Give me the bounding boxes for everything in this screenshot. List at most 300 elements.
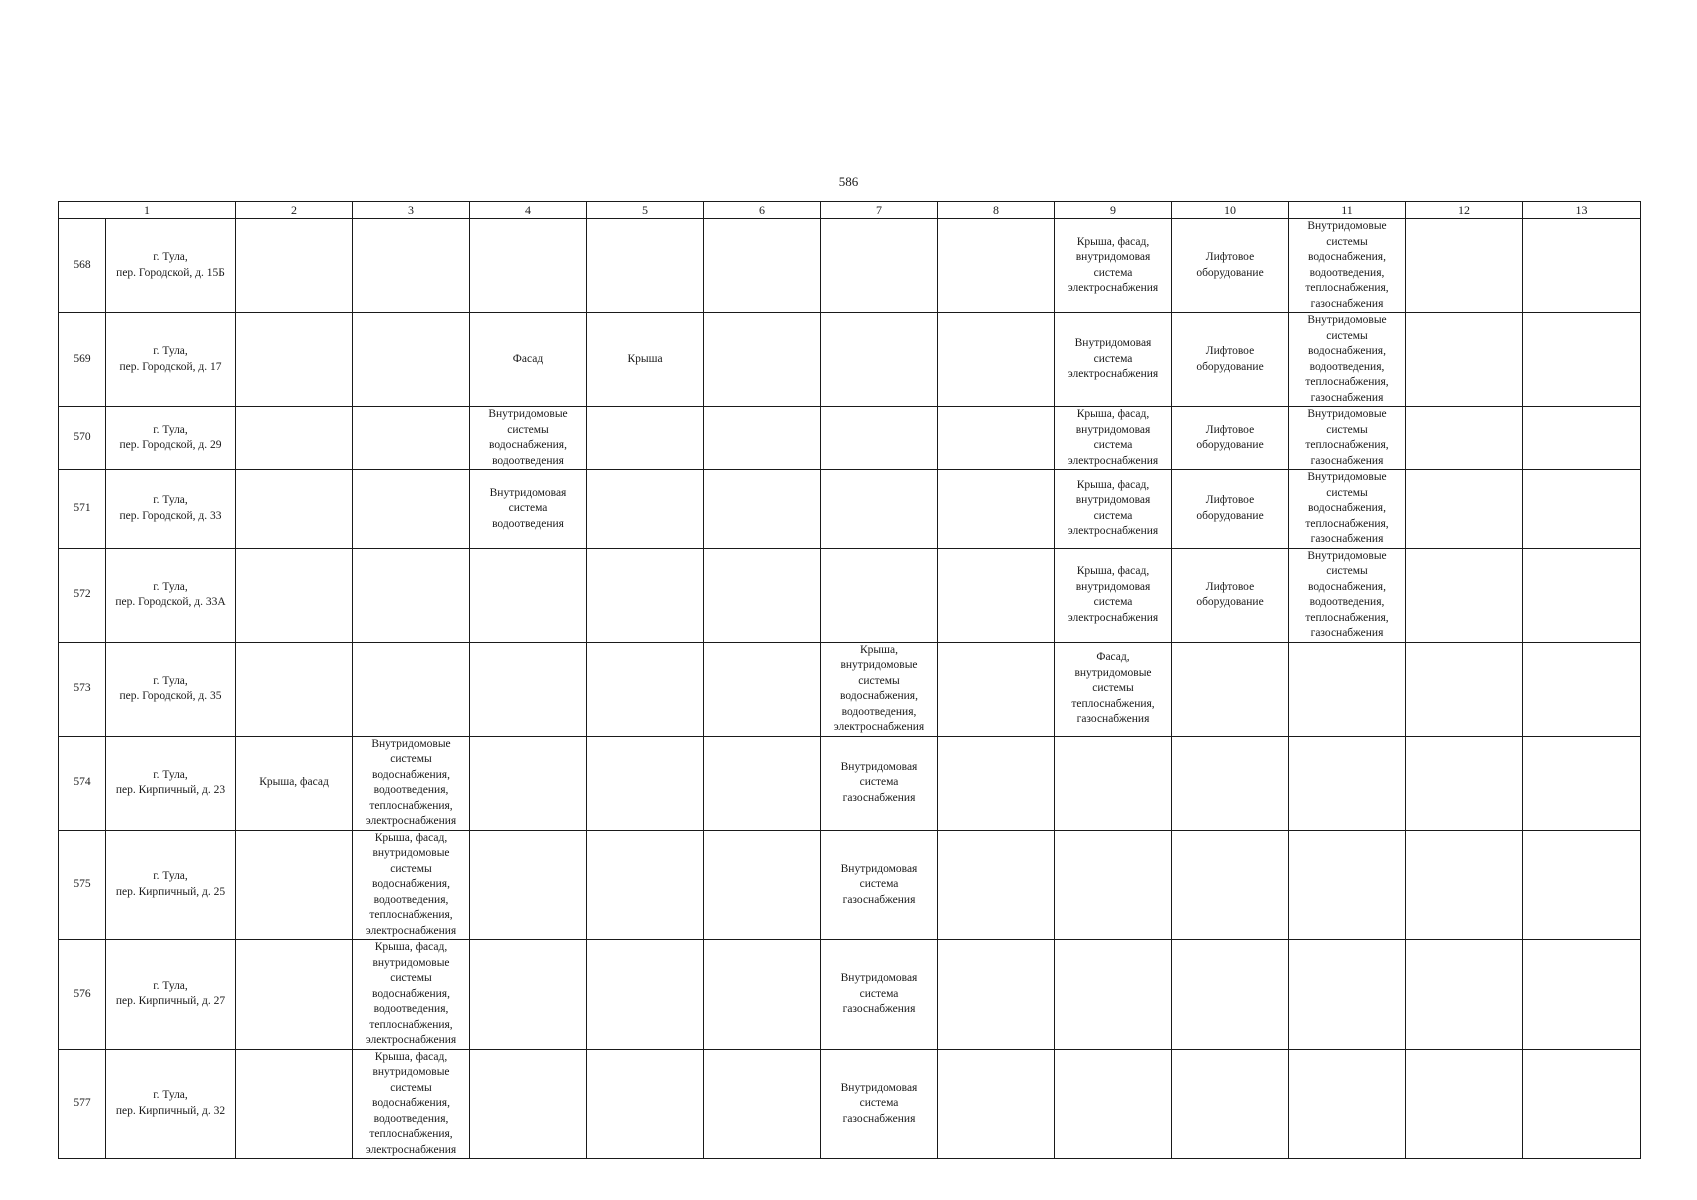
cell-text-line: г. Тула, xyxy=(153,674,188,687)
work-cell-col-12 xyxy=(1406,642,1523,736)
work-cell-col-12 xyxy=(1406,470,1523,549)
column-header-2: 2 xyxy=(236,202,353,219)
cell-text-line: газоснабжения xyxy=(1310,627,1384,639)
cell-content xyxy=(1056,235,1170,297)
cell-text-line: системы xyxy=(858,674,900,687)
work-cell-col-5 xyxy=(587,1049,704,1159)
table-row xyxy=(59,1049,1641,1159)
cell-text-line: водоотведения, xyxy=(1309,596,1385,608)
work-cell-col-13 xyxy=(1523,313,1641,407)
work-cell-col-2 xyxy=(236,736,353,830)
work-cell-col-3 xyxy=(353,940,470,1050)
cell-text-line: Крыша, фасад, xyxy=(374,1050,448,1063)
work-cell-col-9 xyxy=(1055,642,1172,736)
work-cell-col-7 xyxy=(821,736,938,830)
work-cell-col-11 xyxy=(1289,642,1406,736)
cell-content xyxy=(107,674,234,705)
column-header-8: 8 xyxy=(938,202,1055,219)
work-cell-col-13 xyxy=(1523,1049,1641,1159)
cell-text-line: электроснабжения xyxy=(1067,454,1159,467)
work-cell-col-6 xyxy=(704,642,821,736)
cell-text-line: Крыша, фасад, xyxy=(374,831,448,844)
cell-content xyxy=(354,1050,468,1159)
cell-text-line: газоснабжения xyxy=(842,893,916,906)
cell-text-line: пер. Городской, д. 33А xyxy=(115,596,226,608)
header-row xyxy=(59,202,1641,219)
cell-text-line: газоснабжения xyxy=(1310,391,1384,404)
works-table xyxy=(58,201,1641,1159)
row-number-cell: 574 xyxy=(59,736,106,830)
cell-text-line: электроснабжения xyxy=(1067,525,1159,538)
cell-text-line: Внутридомовая xyxy=(1074,337,1152,350)
cell-text-line: водоотведения, xyxy=(373,893,449,906)
cell-text-line: водоснабжения, xyxy=(1308,345,1386,357)
cell-content xyxy=(471,486,585,533)
work-cell-col-6 xyxy=(704,736,821,830)
column-header-1: 1 xyxy=(59,202,236,219)
cell-text-line: г. Тула, xyxy=(153,494,188,507)
work-cell-col-3 xyxy=(353,313,470,407)
work-cell-col-5 xyxy=(587,407,704,470)
cell-text-line: Внутридомовые xyxy=(1307,314,1387,326)
work-cell-col-4 xyxy=(470,940,587,1050)
cell-text-line: пер. Кирпичный, д. 23 xyxy=(115,784,226,796)
work-cell-col-9 xyxy=(1055,219,1172,313)
work-cell-col-11 xyxy=(1289,548,1406,642)
work-cell-col-4 xyxy=(470,1049,587,1159)
work-cell-col-12 xyxy=(1406,407,1523,470)
cell-text-line: водоотведения, xyxy=(373,784,449,796)
cell-text-line: оборудование xyxy=(1196,509,1264,522)
column-header-12: 12 xyxy=(1406,202,1523,219)
work-cell-col-12 xyxy=(1406,1049,1523,1159)
work-cell-col-2 xyxy=(236,642,353,736)
cell-text-line: оборудование xyxy=(1196,266,1264,279)
work-cell-col-5 xyxy=(587,642,704,736)
cell-text-line: теплоснабжения, xyxy=(1071,697,1155,710)
table-header xyxy=(59,202,1641,219)
work-cell-col-7 xyxy=(821,830,938,940)
cell-text-line: Крыша, фасад, xyxy=(1076,565,1150,577)
work-cell-col-7 xyxy=(821,548,938,642)
cell-text-line: теплоснабжения, xyxy=(1305,282,1389,294)
column-header-4: 4 xyxy=(470,202,587,219)
cell-text-line: Лифтовое xyxy=(1205,251,1255,263)
cell-text-line: водоснабжения, xyxy=(372,768,450,781)
cell-content xyxy=(822,862,936,909)
work-cell-col-11 xyxy=(1289,407,1406,470)
cell-text-line: электроснабжения xyxy=(365,1034,457,1046)
cell-text-line: г. Тула, xyxy=(153,251,188,263)
work-cell-col-13 xyxy=(1523,470,1641,549)
cell-content xyxy=(107,1088,234,1119)
cell-text-line: газоснабжения xyxy=(842,1112,916,1125)
table-row xyxy=(59,407,1641,470)
work-cell-col-2 xyxy=(236,219,353,313)
cell-text-line: внутридомовые xyxy=(372,1066,450,1078)
work-cell-col-5 xyxy=(587,548,704,642)
cell-text-line: Внутридомовая xyxy=(840,972,918,984)
cell-text-line: Лифтовое xyxy=(1205,494,1255,507)
address-cell xyxy=(106,470,236,549)
cell-text-line: Лифтовое xyxy=(1205,423,1255,436)
work-cell-col-9 xyxy=(1055,470,1172,549)
column-header-13: 13 xyxy=(1523,202,1641,219)
cell-text-line: системы xyxy=(390,1081,432,1094)
cell-text-line: газоснабжения xyxy=(1310,454,1384,467)
cell-content xyxy=(822,643,936,736)
cell-text-line: Крыша, xyxy=(860,643,898,656)
work-cell-col-5 xyxy=(587,219,704,313)
cell-text-line: Крыша, фасад xyxy=(259,776,329,789)
row-number-cell: 569 xyxy=(59,313,106,407)
work-cell-col-11 xyxy=(1289,736,1406,830)
page-number: 586 xyxy=(838,174,859,189)
row-number-cell: 577 xyxy=(59,1049,106,1159)
cell-content xyxy=(822,760,936,807)
cell-text-line: теплоснабжения, xyxy=(1305,439,1389,451)
work-cell-col-4 xyxy=(470,736,587,830)
row-number-cell: 572 xyxy=(59,548,106,642)
cell-text-line: пер. Кирпичный, д. 25 xyxy=(115,885,226,898)
cell-text-line: электроснабжения xyxy=(1067,368,1159,381)
cell-text-line: система xyxy=(859,1097,899,1109)
cell-text-line: водоотведения, xyxy=(1309,266,1385,279)
work-cell-col-11 xyxy=(1289,830,1406,940)
cell-text-line: внутридомовая xyxy=(1075,580,1151,593)
work-cell-col-4 xyxy=(470,313,587,407)
work-cell-col-12 xyxy=(1406,940,1523,1050)
cell-content xyxy=(1173,344,1287,375)
cell-text-line: Внутридомовые xyxy=(488,408,568,420)
cell-text-line: система xyxy=(508,502,548,514)
cell-text-line: электроснабжения xyxy=(365,924,457,937)
column-header-5: 5 xyxy=(587,202,704,219)
cell-text-line: г. Тула, xyxy=(153,1089,188,1102)
work-cell-col-11 xyxy=(1289,1049,1406,1159)
work-cell-col-2 xyxy=(236,940,353,1050)
cell-text-line: пер. Городской, д. 17 xyxy=(119,360,222,373)
work-cell-col-3 xyxy=(353,219,470,313)
cell-text-line: оборудование xyxy=(1196,596,1264,608)
work-cell-col-5 xyxy=(587,470,704,549)
cell-text-line: Внутридомовая xyxy=(840,1081,918,1094)
cell-text-line: теплоснабжения, xyxy=(1305,517,1389,530)
work-cell-col-7 xyxy=(821,940,938,1050)
work-cell-col-4 xyxy=(470,219,587,313)
work-cell-col-11 xyxy=(1289,219,1406,313)
cell-text-line: г. Тула, xyxy=(153,870,188,883)
cell-text-line: системы xyxy=(390,753,432,765)
work-cell-col-5 xyxy=(587,313,704,407)
address-cell xyxy=(106,940,236,1050)
cell-content xyxy=(107,869,234,900)
work-cell-col-13 xyxy=(1523,830,1641,940)
cell-content xyxy=(1056,650,1170,728)
cell-text-line: водоснабжения, xyxy=(372,878,450,890)
work-cell-col-13 xyxy=(1523,219,1641,313)
cell-text-line: Внутридомовая xyxy=(840,760,918,773)
work-cell-col-4 xyxy=(470,470,587,549)
cell-text-line: Крыша xyxy=(627,352,663,365)
address-cell xyxy=(106,830,236,940)
work-cell-col-7 xyxy=(821,1049,938,1159)
cell-content xyxy=(822,971,936,1018)
cell-content xyxy=(822,1081,936,1128)
cell-content xyxy=(1290,313,1404,406)
work-cell-col-9 xyxy=(1055,940,1172,1050)
work-cell-col-9 xyxy=(1055,313,1172,407)
work-cell-col-8 xyxy=(938,736,1055,830)
work-cell-col-10 xyxy=(1172,548,1289,642)
work-cell-col-4 xyxy=(470,407,587,470)
cell-content xyxy=(1173,423,1287,454)
cell-content xyxy=(107,580,234,611)
row-number-cell: 576 xyxy=(59,940,106,1050)
cell-content xyxy=(107,344,234,375)
cell-text-line: системы xyxy=(1326,565,1368,577)
address-cell xyxy=(106,736,236,830)
work-cell-col-10 xyxy=(1172,830,1289,940)
work-cell-col-6 xyxy=(704,219,821,313)
cell-text-line: водоснабжения, xyxy=(489,439,567,451)
cell-text-line: г. Тула, xyxy=(153,345,188,357)
cell-content xyxy=(1173,250,1287,281)
cell-content xyxy=(1056,407,1170,469)
work-cell-col-10 xyxy=(1172,470,1289,549)
work-cell-col-2 xyxy=(236,548,353,642)
cell-text-line: Внутридомовые xyxy=(1307,549,1387,562)
cell-text-line: водоснабжения, xyxy=(1308,580,1386,593)
cell-text-line: газоснабжения xyxy=(1076,713,1150,726)
work-cell-col-8 xyxy=(938,470,1055,549)
work-cell-col-8 xyxy=(938,548,1055,642)
cell-text-line: водоотведения, xyxy=(1309,360,1385,373)
work-cell-col-3 xyxy=(353,1049,470,1159)
cell-text-line: Лифтовое xyxy=(1205,345,1255,357)
cell-content xyxy=(1290,549,1404,642)
work-cell-col-3 xyxy=(353,830,470,940)
work-cell-col-7 xyxy=(821,219,938,313)
work-cell-col-5 xyxy=(587,830,704,940)
cell-text-line: Крыша, фасад, xyxy=(374,941,448,953)
column-header-9: 9 xyxy=(1055,202,1172,219)
work-cell-col-10 xyxy=(1172,407,1289,470)
work-cell-col-10 xyxy=(1172,940,1289,1050)
address-cell xyxy=(106,548,236,642)
cell-text-line: водоснабжения, xyxy=(372,987,450,1000)
row-number-cell: 568 xyxy=(59,219,106,313)
cell-content xyxy=(354,940,468,1049)
work-cell-col-3 xyxy=(353,407,470,470)
row-number-cell: 573 xyxy=(59,642,106,736)
work-cell-col-10 xyxy=(1172,1049,1289,1159)
work-cell-col-8 xyxy=(938,219,1055,313)
work-cell-col-8 xyxy=(938,940,1055,1050)
work-cell-col-3 xyxy=(353,736,470,830)
cell-text-line: системы xyxy=(1326,329,1368,342)
work-cell-col-7 xyxy=(821,470,938,549)
cell-text-line: Внутридомовая xyxy=(489,486,567,499)
work-cell-col-10 xyxy=(1172,736,1289,830)
cell-content xyxy=(107,423,234,454)
address-cell xyxy=(106,407,236,470)
cell-content xyxy=(1056,336,1170,383)
work-cell-col-6 xyxy=(704,548,821,642)
work-cell-col-6 xyxy=(704,830,821,940)
cell-text-line: электроснабжения xyxy=(1067,611,1159,624)
cell-content xyxy=(1173,493,1287,524)
work-cell-col-11 xyxy=(1289,470,1406,549)
work-cell-col-6 xyxy=(704,1049,821,1159)
cell-text-line: Крыша, фасад, xyxy=(1076,408,1150,420)
cell-text-line: внутридомовые xyxy=(372,956,450,969)
cell-text-line: системы xyxy=(390,972,432,984)
cell-content xyxy=(1290,219,1404,312)
work-cell-col-2 xyxy=(236,313,353,407)
work-cell-col-4 xyxy=(470,642,587,736)
cell-text-line: пер. Городской, д. 33 xyxy=(119,509,222,522)
work-cell-col-9 xyxy=(1055,830,1172,940)
work-cell-col-8 xyxy=(938,407,1055,470)
cell-text-line: водоотведения, xyxy=(373,1003,449,1015)
cell-content xyxy=(1173,580,1287,611)
cell-text-line: г. Тула, xyxy=(153,979,188,992)
cell-text-line: система xyxy=(1093,439,1133,451)
table-body xyxy=(59,219,1641,1159)
work-cell-col-8 xyxy=(938,1049,1055,1159)
cell-content xyxy=(107,250,234,281)
work-cell-col-8 xyxy=(938,642,1055,736)
cell-text-line: внутридомовая xyxy=(1075,251,1151,263)
work-cell-col-6 xyxy=(704,470,821,549)
cell-content xyxy=(471,352,585,368)
work-cell-col-4 xyxy=(470,830,587,940)
column-header-7: 7 xyxy=(821,202,938,219)
cell-text-line: электроснабжения xyxy=(365,815,457,827)
work-cell-col-5 xyxy=(587,940,704,1050)
work-cell-col-13 xyxy=(1523,642,1641,736)
work-cell-col-11 xyxy=(1289,940,1406,1050)
work-cell-col-8 xyxy=(938,313,1055,407)
address-cell xyxy=(106,313,236,407)
cell-text-line: Лифтовое xyxy=(1205,580,1255,593)
cell-text-line: внутридомовые xyxy=(1074,666,1152,679)
work-cell-col-3 xyxy=(353,470,470,549)
cell-text-line: теплоснабжения, xyxy=(369,1018,453,1031)
cell-text-line: Крыша, фасад, xyxy=(1076,478,1150,491)
cell-content xyxy=(107,493,234,524)
cell-text-line: системы xyxy=(1326,423,1368,436)
work-cell-col-2 xyxy=(236,830,353,940)
work-cell-col-7 xyxy=(821,313,938,407)
cell-text-line: оборудование xyxy=(1196,439,1264,451)
cell-text-line: водоотведения xyxy=(492,517,564,530)
work-cell-col-2 xyxy=(236,1049,353,1159)
cell-text-line: система xyxy=(1093,596,1133,608)
cell-text-line: газоснабжения xyxy=(842,1003,916,1015)
work-cell-col-12 xyxy=(1406,736,1523,830)
cell-content xyxy=(354,737,468,830)
work-cell-col-3 xyxy=(353,548,470,642)
cell-content xyxy=(1290,407,1404,469)
column-header-11: 11 xyxy=(1289,202,1406,219)
cell-text-line: система xyxy=(1093,352,1133,365)
table-row xyxy=(59,830,1641,940)
table-row xyxy=(59,548,1641,642)
cell-text-line: теплоснабжения, xyxy=(369,799,453,812)
row-number-cell: 570 xyxy=(59,407,106,470)
cell-text-line: системы xyxy=(507,423,549,436)
work-cell-col-2 xyxy=(236,407,353,470)
cell-text-line: системы xyxy=(1326,235,1368,248)
cell-text-line: Крыша, фасад, xyxy=(1076,235,1150,248)
cell-text-line: система xyxy=(859,878,899,890)
cell-content xyxy=(237,775,351,791)
cell-text-line: водоснабжения, xyxy=(372,1097,450,1109)
work-cell-col-9 xyxy=(1055,407,1172,470)
work-cell-col-11 xyxy=(1289,313,1406,407)
cell-text-line: г. Тула, xyxy=(153,423,188,436)
work-cell-col-12 xyxy=(1406,219,1523,313)
cell-text-line: электроснабжения xyxy=(1067,282,1159,294)
cell-text-line: теплоснабжения, xyxy=(369,1128,453,1140)
cell-text-line: Фасад xyxy=(512,352,544,365)
cell-text-line: газоснабжения xyxy=(1310,297,1384,310)
cell-text-line: водоотведения, xyxy=(373,1112,449,1125)
work-cell-col-12 xyxy=(1406,830,1523,940)
work-cell-col-3 xyxy=(353,642,470,736)
cell-text-line: пер. Городской, д. 29 xyxy=(119,439,222,451)
work-cell-col-9 xyxy=(1055,1049,1172,1159)
cell-text-line: системы xyxy=(1092,682,1134,695)
cell-content xyxy=(107,768,234,799)
cell-text-line: система xyxy=(859,987,899,1000)
table-row xyxy=(59,470,1641,549)
cell-text-line: теплоснабжения, xyxy=(1305,611,1389,624)
work-cell-col-7 xyxy=(821,642,938,736)
cell-text-line: внутридомовые xyxy=(372,847,450,859)
cell-text-line: системы xyxy=(390,862,432,875)
work-cell-col-6 xyxy=(704,407,821,470)
column-header-3: 3 xyxy=(353,202,470,219)
work-cell-col-12 xyxy=(1406,548,1523,642)
cell-text-line: Внутридомовые xyxy=(371,737,451,750)
cell-text-line: оборудование xyxy=(1196,360,1264,373)
cell-text-line: система xyxy=(859,776,899,789)
work-cell-col-9 xyxy=(1055,736,1172,830)
cell-text-line: водоотведения, xyxy=(841,705,917,718)
cell-text-line: теплоснабжения, xyxy=(369,909,453,921)
cell-text-line: внутридомовая xyxy=(1075,494,1151,507)
work-cell-col-10 xyxy=(1172,219,1289,313)
cell-content xyxy=(1056,564,1170,626)
cell-text-line: системы xyxy=(1326,486,1368,499)
cell-text-line: г. Тула, xyxy=(153,580,188,593)
table-row xyxy=(59,219,1641,313)
work-cell-col-6 xyxy=(704,313,821,407)
table-row xyxy=(59,313,1641,407)
cell-content xyxy=(471,407,585,469)
cell-text-line: пер. Городской, д. 35 xyxy=(119,690,222,702)
work-cell-col-13 xyxy=(1523,736,1641,830)
cell-text-line: Фасад, xyxy=(1096,651,1130,664)
cell-text-line: Внутридомовые xyxy=(1307,471,1387,483)
table-row xyxy=(59,642,1641,736)
cell-content xyxy=(107,979,234,1010)
table-row xyxy=(59,940,1641,1050)
work-cell-col-4 xyxy=(470,548,587,642)
